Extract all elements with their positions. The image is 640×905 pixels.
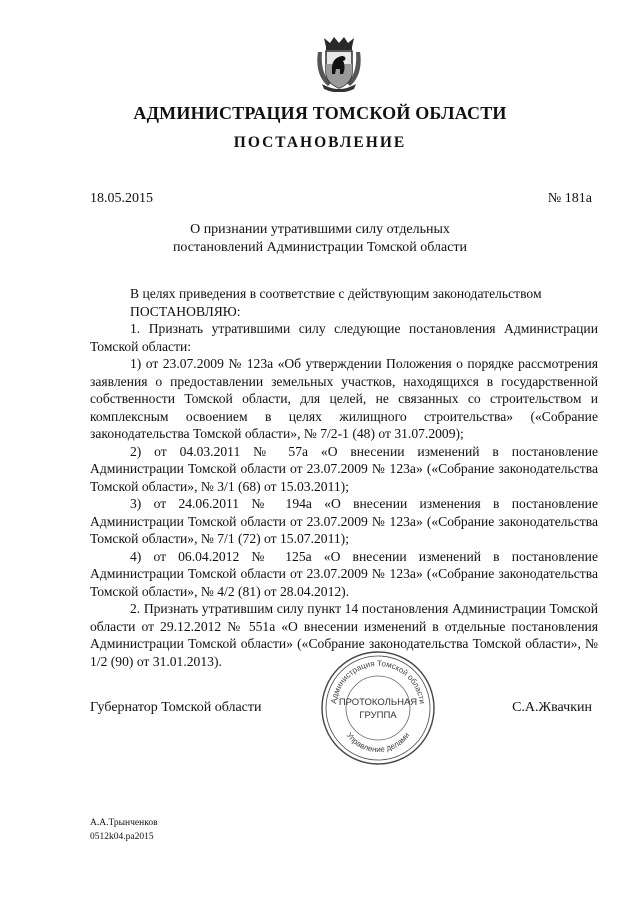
document-body: [90, 285, 598, 670]
document-type: ПОСТАНОВЛЕНИЕ: [233, 134, 407, 151]
signatory-name: С.А.Жвачкин: [512, 700, 592, 715]
paragraph-1-2: 2) от 04.03.2011 № 57а «О внесении изменений в постановление Администрации Томской области от 23.07.2009 № 123а» («Собрание законодательства Томской области», № 3/1 (68) от 15.03.2011);: [90, 443, 598, 494]
subject-line-2: постановлений Администрации Томской области: [172, 239, 468, 255]
document-date: 18.05.2015: [90, 191, 153, 206]
document-footer: [90, 816, 158, 844]
agency-title: АДМИНИСТРАЦИЯ ТОМСКОЙ ОБЛАСТИ: [133, 103, 507, 123]
subject-line-1: О признании утратившими силу отдельных: [190, 222, 450, 237]
paragraph-1: 1. Признать утратившими силу следующие постановления Администрации Томской области:: [90, 321, 598, 354]
signatory-title: Губернатор Томской области: [90, 700, 262, 715]
stamp-inner-line-2: ГРУППА: [359, 710, 397, 721]
author-name: А.А.Трынченков: [90, 818, 158, 828]
document-number: № 181а: [547, 191, 592, 206]
paragraph-1-1: 1) от 23.07.2009 № 123а «Об утверждении Положения о порядке рассмотрения заявления о предоставлении земельных участков, находящихся в государственной собственности Томской области, для целей, не связанных со строительством и комплексным освоением в целях жилищного строительства» («Собрание законодательства Томской области», № 7/2-1 (48) от 31.07.2009);: [90, 356, 598, 441]
paragraph-2: 2. Признать утратившим силу пункт 14 постановления Администрации Томской области от 29.12.2012 № 551а «О внесении изменений в отдельные постановления Администрации Томской области» («Собрание законодательства Томской области», № 1/2 (90) от 31.01.2013).: [90, 601, 598, 669]
decree-word: ПОСТАНОВЛЯЮ:: [130, 303, 241, 319]
stamp-inner-line-1: ПРОТОКОЛЬНАЯ: [338, 697, 418, 708]
stamp-outer-text: Администрация Томской области: [329, 658, 427, 705]
preamble: В целях приведения в соответствие с действующим законодательством: [130, 286, 542, 301]
coat-of-arms-icon: [316, 34, 362, 92]
official-stamp: [318, 648, 438, 768]
file-code: 0512k04.pa2015: [90, 832, 154, 842]
stamp-bottom-text: Управление делами: [344, 730, 412, 755]
paragraph-1-4: 4) от 06.04.2012 № 125а «О внесении изменений в постановление Администрации Томской области от 23.07.2009 № 123а» («Собрание законодательства Томской области», № 4/2 (81) от 28.04.2012).: [90, 548, 598, 599]
paragraph-1-3: 3) от 24.06.2011 № 194а «О внесении изменения в постановление Администрации Томской области от 23.07.2009 № 123а» («Собрание законодательства Томской области», № 7/1 (72) от 15.07.2011);: [90, 496, 598, 546]
document-subject: [0, 221, 640, 256]
